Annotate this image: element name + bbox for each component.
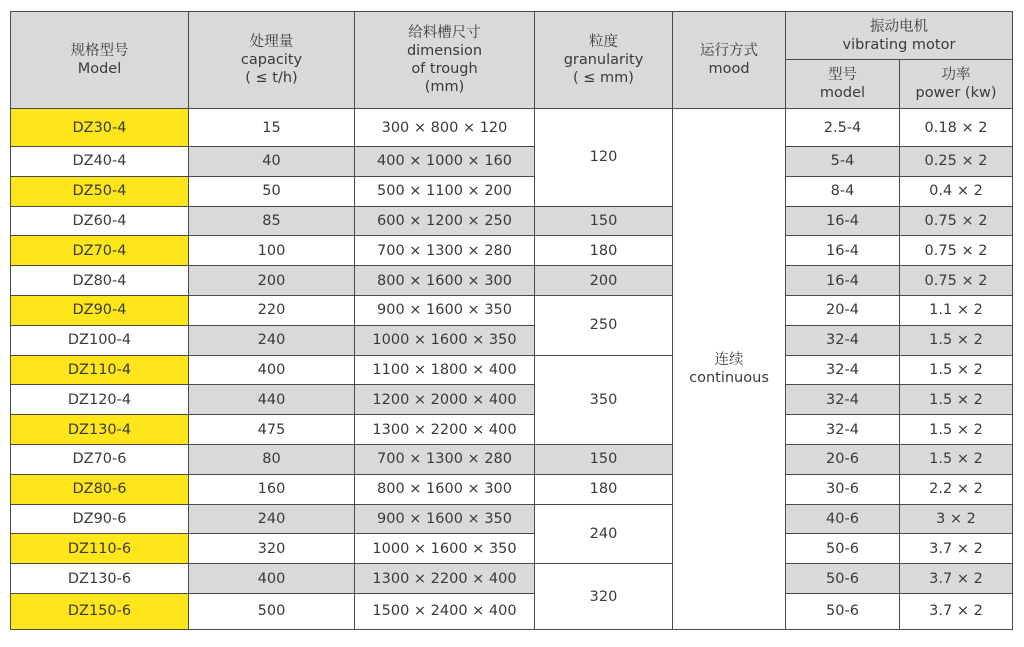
cell-motor-model: 32-4 — [786, 385, 900, 415]
cell-motor-power: 0.4 × 2 — [900, 176, 1013, 206]
cell-motor-power: 3.7 × 2 — [900, 534, 1013, 564]
cell-capacity: 320 — [189, 534, 355, 564]
table-row — [11, 176, 1013, 206]
cell-model: DZ50-4 — [11, 176, 189, 206]
table-row — [11, 534, 1013, 564]
header-trough-dimension: 给料槽尺寸 dimension of trough (mm) — [355, 12, 535, 109]
cell-capacity: 400 — [189, 355, 355, 385]
cell-trough: 600 × 1200 × 250 — [355, 206, 535, 236]
cell-motor-model: 16-4 — [786, 266, 900, 296]
cell-model: DZ120-4 — [11, 385, 189, 415]
cell-trough: 500 × 1100 × 200 — [355, 176, 535, 206]
cell-granularity: 350 — [535, 355, 673, 444]
cell-motor-power: 0.75 × 2 — [900, 206, 1013, 236]
cell-mood — [673, 109, 786, 630]
cell-motor-power: 1.5 × 2 — [900, 444, 1013, 474]
cell-motor-power: 0.25 × 2 — [900, 147, 1013, 177]
cell-granularity: 250 — [535, 295, 673, 355]
cell-model: DZ150-6 — [11, 593, 189, 629]
header-capacity: 处理量 capacity ( ≤ t/h) — [189, 12, 355, 109]
cell-model: DZ90-4 — [11, 295, 189, 325]
table-row — [11, 325, 1013, 355]
cell-model: DZ30-4 — [11, 109, 189, 147]
table-row — [11, 415, 1013, 445]
cell-motor-power: 1.5 × 2 — [900, 415, 1013, 445]
cell-motor-model: 32-4 — [786, 355, 900, 385]
header-vibrating-motor: 振动电机 vibrating motor — [786, 12, 1013, 60]
cell-motor-power: 0.75 × 2 — [900, 266, 1013, 296]
cell-trough: 800 × 1600 × 300 — [355, 474, 535, 504]
header-motor-model: 型号 model — [786, 60, 900, 109]
table-row — [11, 206, 1013, 236]
cell-trough: 1200 × 2000 × 400 — [355, 385, 535, 415]
cell-capacity: 50 — [189, 176, 355, 206]
table-row — [11, 236, 1013, 266]
cell-model: DZ70-4 — [11, 236, 189, 266]
cell-granularity: 120 — [535, 109, 673, 207]
cell-motor-power: 1.5 × 2 — [900, 355, 1013, 385]
cell-motor-power: 3 × 2 — [900, 504, 1013, 534]
cell-capacity: 220 — [189, 295, 355, 325]
cell-model: DZ110-6 — [11, 534, 189, 564]
header-granularity: 粒度 granularity ( ≤ mm) — [535, 12, 673, 109]
cell-trough: 700 × 1300 × 280 — [355, 236, 535, 266]
cell-granularity: 320 — [535, 564, 673, 630]
cell-model: DZ70-6 — [11, 444, 189, 474]
cell-model: DZ80-4 — [11, 266, 189, 296]
cell-capacity: 240 — [189, 504, 355, 534]
cell-granularity: 150 — [535, 444, 673, 474]
cell-motor-model: 16-4 — [786, 206, 900, 236]
cell-granularity: 180 — [535, 474, 673, 504]
cell-model: DZ100-4 — [11, 325, 189, 355]
cell-capacity: 85 — [189, 206, 355, 236]
table-row — [11, 266, 1013, 296]
cell-motor-model: 8-4 — [786, 176, 900, 206]
cell-trough: 900 × 1600 × 350 — [355, 295, 535, 325]
cell-trough: 1300 × 2200 × 400 — [355, 415, 535, 445]
cell-granularity: 150 — [535, 206, 673, 236]
cell-motor-power: 1.5 × 2 — [900, 325, 1013, 355]
table-row — [11, 109, 1013, 147]
table-row — [11, 564, 1013, 594]
cell-motor-power: 1.5 × 2 — [900, 385, 1013, 415]
cell-trough: 800 × 1600 × 300 — [355, 266, 535, 296]
cell-model: DZ60-4 — [11, 206, 189, 236]
cell-granularity: 240 — [535, 504, 673, 564]
cell-model: DZ130-4 — [11, 415, 189, 445]
cell-trough: 400 × 1000 × 160 — [355, 147, 535, 177]
cell-motor-power: 1.1 × 2 — [900, 295, 1013, 325]
cell-trough: 700 × 1300 × 280 — [355, 444, 535, 474]
table-row — [11, 355, 1013, 385]
cell-capacity: 100 — [189, 236, 355, 266]
header-motor-power: 功率 power (kw) — [900, 60, 1013, 109]
cell-motor-model: 20-6 — [786, 444, 900, 474]
cell-motor-model: 16-4 — [786, 236, 900, 266]
table-row — [11, 474, 1013, 504]
table-row — [11, 593, 1013, 629]
table-body — [11, 109, 1013, 630]
cell-trough: 900 × 1600 × 350 — [355, 504, 535, 534]
cell-model: DZ130-6 — [11, 564, 189, 594]
cell-trough: 1500 × 2400 × 400 — [355, 593, 535, 629]
cell-granularity: 180 — [535, 236, 673, 266]
cell-motor-power: 0.75 × 2 — [900, 236, 1013, 266]
cell-capacity: 500 — [189, 593, 355, 629]
cell-model: DZ110-4 — [11, 355, 189, 385]
cell-capacity: 80 — [189, 444, 355, 474]
cell-trough: 300 × 800 × 120 — [355, 109, 535, 147]
cell-capacity: 440 — [189, 385, 355, 415]
header-model: 规格型号 Model — [11, 12, 189, 109]
spec-table — [10, 11, 1013, 630]
cell-capacity: 160 — [189, 474, 355, 504]
cell-capacity: 400 — [189, 564, 355, 594]
table-row — [11, 444, 1013, 474]
cell-model: DZ80-6 — [11, 474, 189, 504]
cell-motor-model: 50-6 — [786, 534, 900, 564]
cell-capacity: 475 — [189, 415, 355, 445]
cell-capacity: 200 — [189, 266, 355, 296]
cell-model: DZ40-4 — [11, 147, 189, 177]
cell-motor-model: 40-6 — [786, 504, 900, 534]
cell-trough: 1000 × 1600 × 350 — [355, 534, 535, 564]
cell-motor-model: 20-4 — [786, 295, 900, 325]
cell-capacity: 40 — [189, 147, 355, 177]
cell-motor-power: 3.7 × 2 — [900, 564, 1013, 594]
cell-motor-power: 0.18 × 2 — [900, 109, 1013, 147]
cell-granularity: 200 — [535, 266, 673, 296]
header-mood: 运行方式 mood — [673, 12, 786, 109]
cell-trough: 1000 × 1600 × 350 — [355, 325, 535, 355]
mood-label-cn: 连续 — [714, 351, 744, 368]
cell-motor-model: 50-6 — [786, 564, 900, 594]
cell-trough: 1300 × 2200 × 400 — [355, 564, 535, 594]
cell-motor-model: 50-6 — [786, 593, 900, 629]
cell-motor-model: 32-4 — [786, 415, 900, 445]
table-row — [11, 504, 1013, 534]
mood-label-en: continuous — [689, 369, 769, 386]
cell-motor-power: 3.7 × 2 — [900, 593, 1013, 629]
cell-motor-model: 5-4 — [786, 147, 900, 177]
cell-motor-model: 2.5-4 — [786, 109, 900, 147]
cell-motor-model: 30-6 — [786, 474, 900, 504]
table-row — [11, 147, 1013, 177]
cell-model: DZ90-6 — [11, 504, 189, 534]
table-row — [11, 385, 1013, 415]
table-row — [11, 295, 1013, 325]
cell-trough: 1100 × 1800 × 400 — [355, 355, 535, 385]
cell-capacity: 15 — [189, 109, 355, 147]
cell-motor-model: 32-4 — [786, 325, 900, 355]
cell-motor-power: 2.2 × 2 — [900, 474, 1013, 504]
cell-capacity: 240 — [189, 325, 355, 355]
